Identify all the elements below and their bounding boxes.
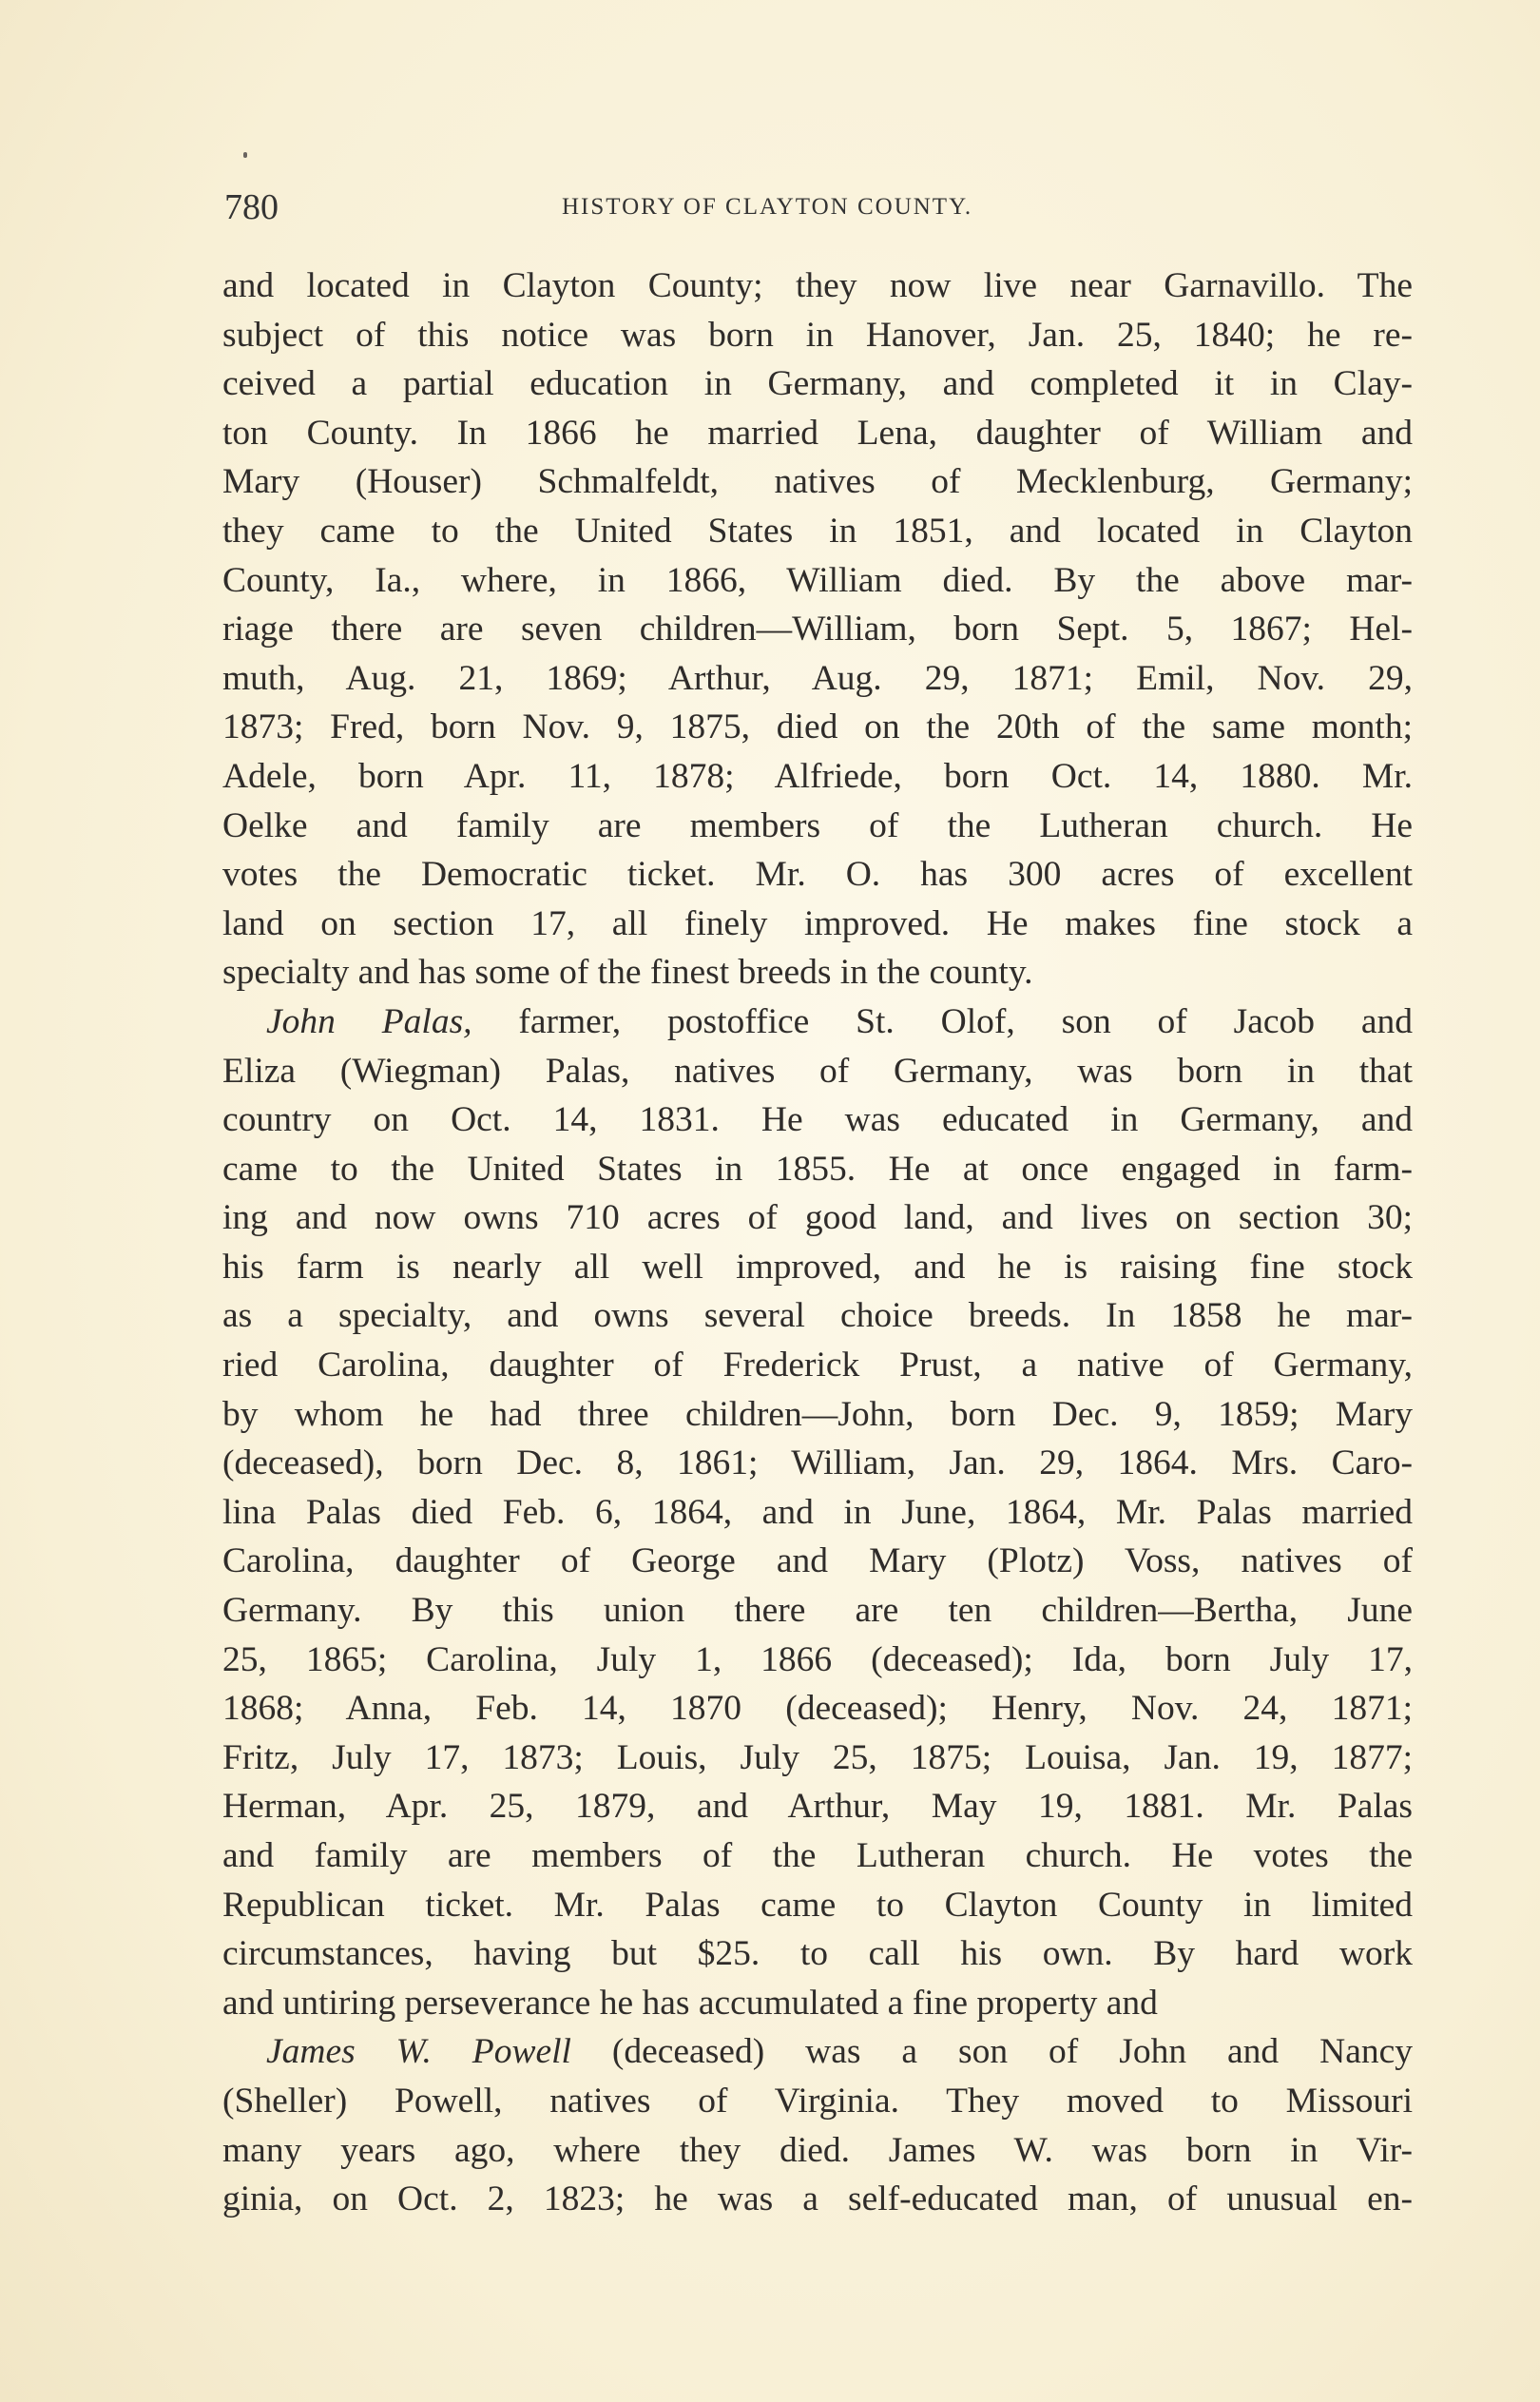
text-line: riage there are seven children—William, born Sept. 5, 1867; Hel- bbox=[222, 610, 1413, 649]
text-line: and located in Clayton County; they now live near Garnavillo. The bbox=[222, 266, 1413, 305]
page-number: 780 bbox=[224, 187, 279, 227]
text-line: Eliza (Wiegman) Palas, natives of Germany, was born in that bbox=[222, 1051, 1413, 1091]
text-line: County, Ia., where, in 1866, William died. By the above mar- bbox=[222, 560, 1413, 600]
text-line: his farm is nearly all well improved, and he is raising fine stock bbox=[222, 1247, 1413, 1287]
text-line: ceived a partial education in Germany, and completed it in Clay- bbox=[222, 364, 1413, 404]
text-line: land on section 17, all finely improved. He makes fine stock a bbox=[222, 903, 1413, 943]
page-header bbox=[224, 179, 1415, 236]
text-line: lina Palas died Feb. 6, 1864, and in June, 1864, Mr. Palas married bbox=[222, 1492, 1413, 1532]
text-line: ing and now owns 710 acres of good land, and lives on section 30; bbox=[222, 1198, 1413, 1238]
text-line: country on Oct. 14, 1831. He was educated in Germany, and bbox=[222, 1100, 1413, 1140]
text-line-first bbox=[222, 998, 1413, 1047]
text-line: Oelke and family are members of the Lutheran church. He bbox=[222, 805, 1413, 845]
text-line: specialty and has some of the finest breeds in the county. bbox=[222, 953, 1033, 993]
text-line: muth, Aug. 21, 1869; Arthur, Aug. 29, 1871; Emil, Nov. 29, bbox=[222, 658, 1413, 698]
text-line: ton County. In 1866 he married Lena, daughter of William and bbox=[222, 413, 1413, 453]
text-line: Germany. By this union there are ten children—Bertha, June bbox=[222, 1591, 1413, 1631]
text-line: subject of this notice was born in Hanover, Jan. 25, 1840; he re- bbox=[222, 315, 1413, 355]
text-line: ginia, on Oct. 2, 1823; he was a self-educated man, of unusual en- bbox=[222, 2179, 1413, 2219]
running-head: HISTORY OF CLAYTON COUNTY. bbox=[562, 194, 973, 220]
text-line: and untiring perseverance he has accumulated a fine property and bbox=[222, 1983, 1158, 2023]
paragraph-palas bbox=[222, 998, 1413, 2027]
text-line: (Sheller) Powell, natives of Virginia. They moved to Missouri bbox=[222, 2081, 1413, 2121]
text-line: by whom he had three children—John, born Dec. 9, 1859; Mary bbox=[222, 1394, 1413, 1434]
text-line: and family are members of the Lutheran church. He votes the bbox=[222, 1836, 1413, 1875]
text-line: 1868; Anna, Feb. 14, 1870 (deceased); Henry, Nov. 24, 1871; bbox=[222, 1689, 1413, 1729]
paragraph-powell bbox=[222, 2027, 1413, 2223]
ink-speck bbox=[243, 152, 247, 158]
text-line: many years ago, where they died. James W. was born in Vir- bbox=[222, 2130, 1413, 2170]
text-line-rest: farmer, postoffice St. Olof, son of Jacob and bbox=[472, 1001, 1413, 1041]
text-line: votes the Democratic ticket. Mr. O. has 300 acres of excellent bbox=[222, 855, 1413, 895]
text-line: Mary (Houser) Schmalfeldt, natives of Mecklenburg, Germany; bbox=[222, 462, 1413, 502]
text-line-rest: (deceased) was a son of John and Nancy bbox=[570, 2032, 1413, 2072]
person-name: John Palas, bbox=[266, 1001, 472, 1041]
text-line: (deceased), born Dec. 8, 1861; William, Jan. 29, 1864. Mrs. Caro- bbox=[222, 1443, 1413, 1483]
person-name: James W. Powell bbox=[266, 2032, 571, 2072]
text-line: Republican ticket. Mr. Palas came to Clayton County in limited bbox=[222, 1885, 1413, 1925]
text-line: Fritz, July 17, 1873; Louis, July 25, 1875; Louisa, Jan. 19, 1877; bbox=[222, 1737, 1413, 1777]
text-line: 1873; Fred, born Nov. 9, 1875, died on the 20th of the same month; bbox=[222, 707, 1413, 747]
text-line: they came to the United States in 1851, and located in Clayton bbox=[222, 511, 1413, 551]
text-line: as a specialty, and owns several choice breeds. In 1858 he mar- bbox=[222, 1296, 1413, 1336]
paragraph-oelke bbox=[222, 262, 1413, 998]
text-line: ried Carolina, daughter of Frederick Prust, a native of Germany, bbox=[222, 1346, 1413, 1385]
text-line: came to the United States in 1855. He at once engaged in farm- bbox=[222, 1149, 1413, 1189]
text-line: Adele, born Apr. 11, 1878; Alfriede, born Oct. 14, 1880. Mr. bbox=[222, 756, 1413, 796]
text-line: circumstances, having but $25. to call his own. By hard work bbox=[222, 1934, 1413, 1974]
text-line-first bbox=[222, 2027, 1413, 2077]
text-line: Herman, Apr. 25, 1879, and Arthur, May 19, 1881. Mr. Palas bbox=[222, 1787, 1413, 1827]
text-line: Carolina, daughter of George and Mary (Plotz) Voss, natives of bbox=[222, 1541, 1413, 1581]
text-line: 25, 1865; Carolina, July 1, 1866 (deceased); Ida, born July 17, bbox=[222, 1639, 1413, 1679]
text-column bbox=[222, 262, 1413, 2224]
